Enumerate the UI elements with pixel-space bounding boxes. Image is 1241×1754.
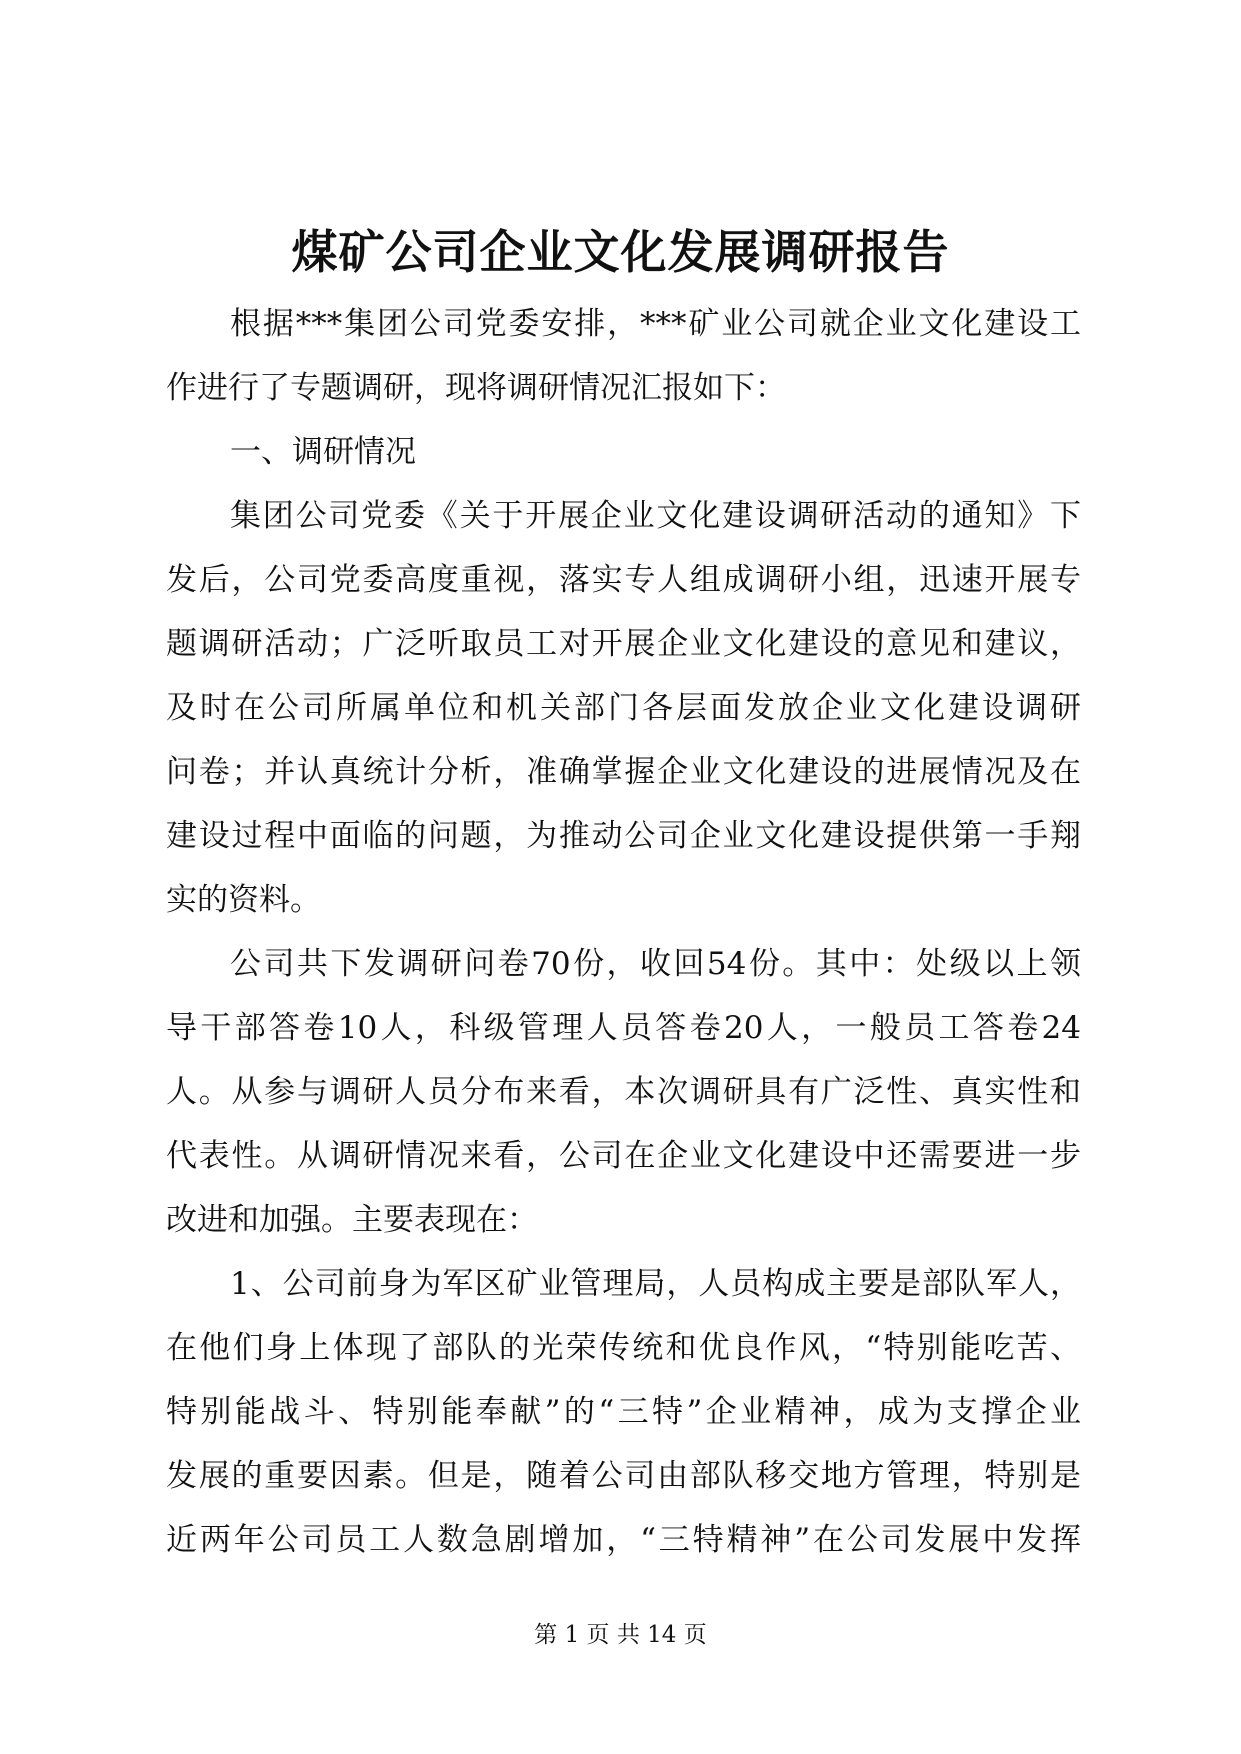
body-line-6: 题调研活动；广泛听取员工对开展企业文化建设的意见和建议， [166, 626, 1081, 662]
section-heading: 一、调研情况 [230, 434, 416, 470]
body-line-17: 在他们身上体现了部队的光荣传统和优良作风，“特别能吃苦、 [166, 1330, 1081, 1366]
document-body [166, 292, 1081, 1572]
body-line-18: 特别能战斗、特别能奉献”的“三特”企业精神，成为支撑企业 [166, 1394, 1081, 1430]
body-line-12: 导干部答卷10人，科级管理人员答卷20人，一般员工答卷24 [166, 1010, 1081, 1046]
body-line-14: 代表性。从调研情况来看，公司在企业文化建设中还需要进一步 [166, 1138, 1081, 1174]
body-line-10: 实的资料。 [166, 882, 321, 918]
body-line-19: 发展的重要因素。但是，随着公司由部队移交地方管理，特别是 [166, 1458, 1081, 1494]
body-line-4: 集团公司党委《关于开展企业文化建设调研活动的通知》下 [230, 498, 1081, 534]
body-line-8: 问卷；并认真统计分析，准确掌握企业文化建设的进展情况及在 [166, 754, 1081, 790]
body-line-20: 近两年公司员工人数急剧增加，“三特精神”在公司发展中发挥 [166, 1522, 1081, 1558]
body-line-7: 及时在公司所属单位和机关部门各层面发放企业文化建设调研 [166, 690, 1081, 726]
body-line-5: 发后，公司党委高度重视，落实专人组成调研小组，迅速开展专 [166, 562, 1081, 598]
body-line-11: 公司共下发调研问卷70份，收回54份。其中：处级以上领 [230, 946, 1081, 982]
page-number: 第 1 页 共 14 页 [534, 1622, 707, 1648]
document-title: 煤矿公司企业文化发展调研报告 [291, 225, 950, 279]
body-line-13: 人。从参与调研人员分布来看，本次调研具有广泛性、真实性和 [166, 1074, 1081, 1110]
body-line-9: 建设过程中面临的问题，为推动公司企业文化建设提供第一手翔 [166, 818, 1081, 854]
body-line-2: 作进行了专题调研，现将调研情况汇报如下： [166, 370, 786, 406]
body-line-16: 1、公司前身为军区矿业管理局，人员构成主要是部队军人， [230, 1266, 1081, 1302]
body-line-15: 改进和加强。主要表现在： [166, 1202, 538, 1238]
body-line-1: 根据***集团公司党委安排，***矿业公司就企业文化建设工 [230, 306, 1081, 342]
